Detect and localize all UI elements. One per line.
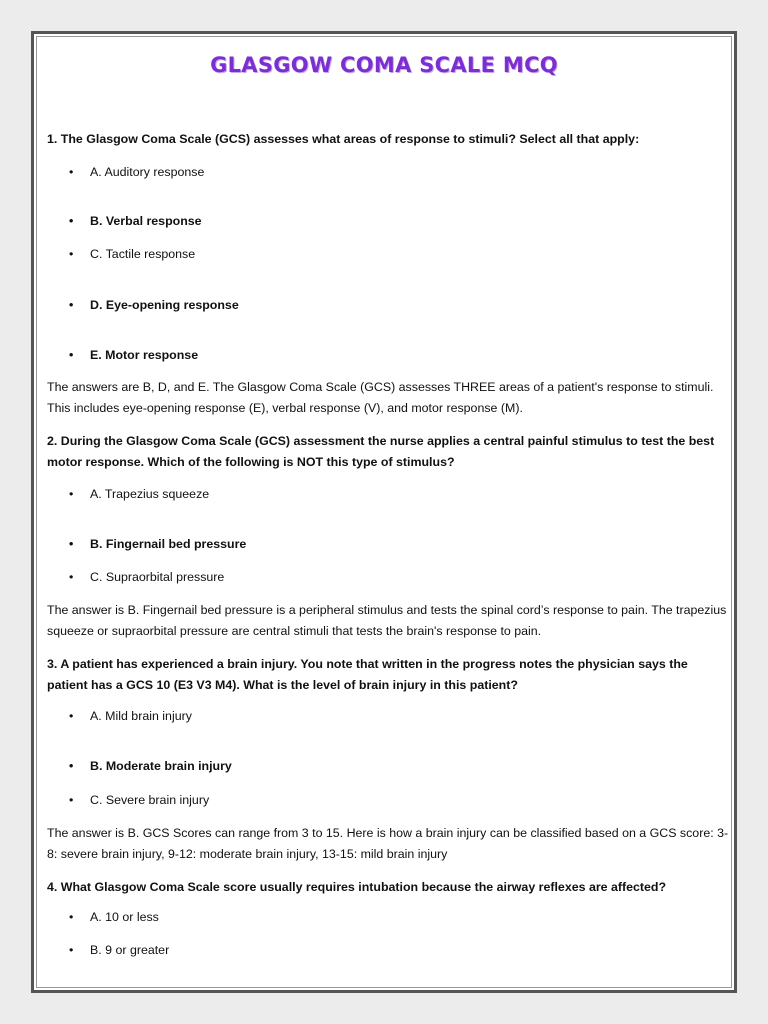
option-label: D. Eye-opening response — [90, 298, 239, 312]
option-2a — [69, 485, 209, 503]
bullet-icon: • — [69, 298, 74, 312]
option-label: C. Supraorbital pressure — [90, 570, 225, 584]
option-label: C. Severe brain injury — [90, 793, 210, 807]
option-1e — [69, 346, 198, 364]
option-2c — [69, 568, 224, 586]
bullet-icon: • — [69, 487, 74, 501]
option-label: A. Auditory response — [90, 165, 205, 179]
bullet-icon: • — [69, 348, 74, 362]
option-label: C. Tactile response — [90, 247, 196, 261]
question-3: 3. A patient has experienced a brain injury. You note that written in the progress notes the physician says the patient has a GCS 10 (E3 V3 M4). What is the level of brain injury in this patient? — [47, 657, 688, 692]
question-4: 4. What Glasgow Coma Scale score usually requires intubation because the airway reflexes are affected? — [47, 880, 667, 894]
option-label: E. Motor response — [90, 348, 199, 362]
page-title: GLASGOW COMA SCALE MCQ — [210, 53, 558, 77]
bullet-icon: • — [69, 537, 74, 551]
answer-2: The answer is B. Fingernail bed pressure is a peripheral stimulus and tests the spinal cord’s response to pain. The trapezius squeeze or supraorbital pressure are central stimuli that tests the brain's response to pain. — [47, 603, 727, 638]
bullet-icon: • — [69, 793, 74, 807]
option-label: B. 9 or greater — [90, 943, 170, 957]
bullet-icon: • — [69, 943, 74, 957]
question-2: 2. During the Glasgow Coma Scale (GCS) assessment the nurse applies a central painful stimulus to test the best motor response. Which of the following is NOT this type of stimulus? — [47, 434, 715, 469]
option-3a — [69, 707, 192, 725]
bullet-icon: • — [69, 910, 74, 924]
option-label: A. Trapezius squeeze — [90, 487, 210, 501]
option-1d — [69, 296, 239, 314]
option-1a — [69, 163, 204, 181]
document-page — [31, 31, 737, 993]
answer-1: The answers are B, D, and E. The Glasgow Coma Scale (GCS) assesses THREE areas of a patient's response to stimuli. This includes eye-opening response (E), verbal response (V), and motor response (M). — [47, 380, 714, 415]
option-1b — [69, 212, 202, 230]
option-label: B. Fingernail bed pressure — [90, 537, 247, 551]
option-4a — [69, 908, 159, 926]
option-2b — [69, 535, 246, 553]
bullet-icon: • — [69, 214, 74, 228]
option-3b — [69, 757, 232, 775]
bullet-icon: • — [69, 570, 74, 584]
option-label: B. Moderate brain injury — [90, 759, 232, 773]
option-label: A. Mild brain injury — [90, 709, 192, 723]
option-label: B. Verbal response — [90, 214, 202, 228]
bullet-icon: • — [69, 165, 74, 179]
option-label: A. 10 or less — [90, 910, 159, 924]
bullet-icon: • — [69, 709, 74, 723]
option-4b — [69, 941, 169, 959]
option-3c — [69, 791, 209, 809]
bullet-icon: • — [69, 759, 74, 773]
answer-3: The answer is B. GCS Scores can range from 3 to 15. Here is how a brain injury can be classified based on a GCS score: 3-8: severe brain injury, 9-12: moderate brain injury, 13-15: mild brain injury — [47, 826, 729, 861]
question-1: 1. The Glasgow Coma Scale (GCS) assesses what areas of response to stimuli? Select all that apply: — [47, 132, 640, 146]
option-1c — [69, 245, 195, 263]
bullet-icon: • — [69, 247, 74, 261]
